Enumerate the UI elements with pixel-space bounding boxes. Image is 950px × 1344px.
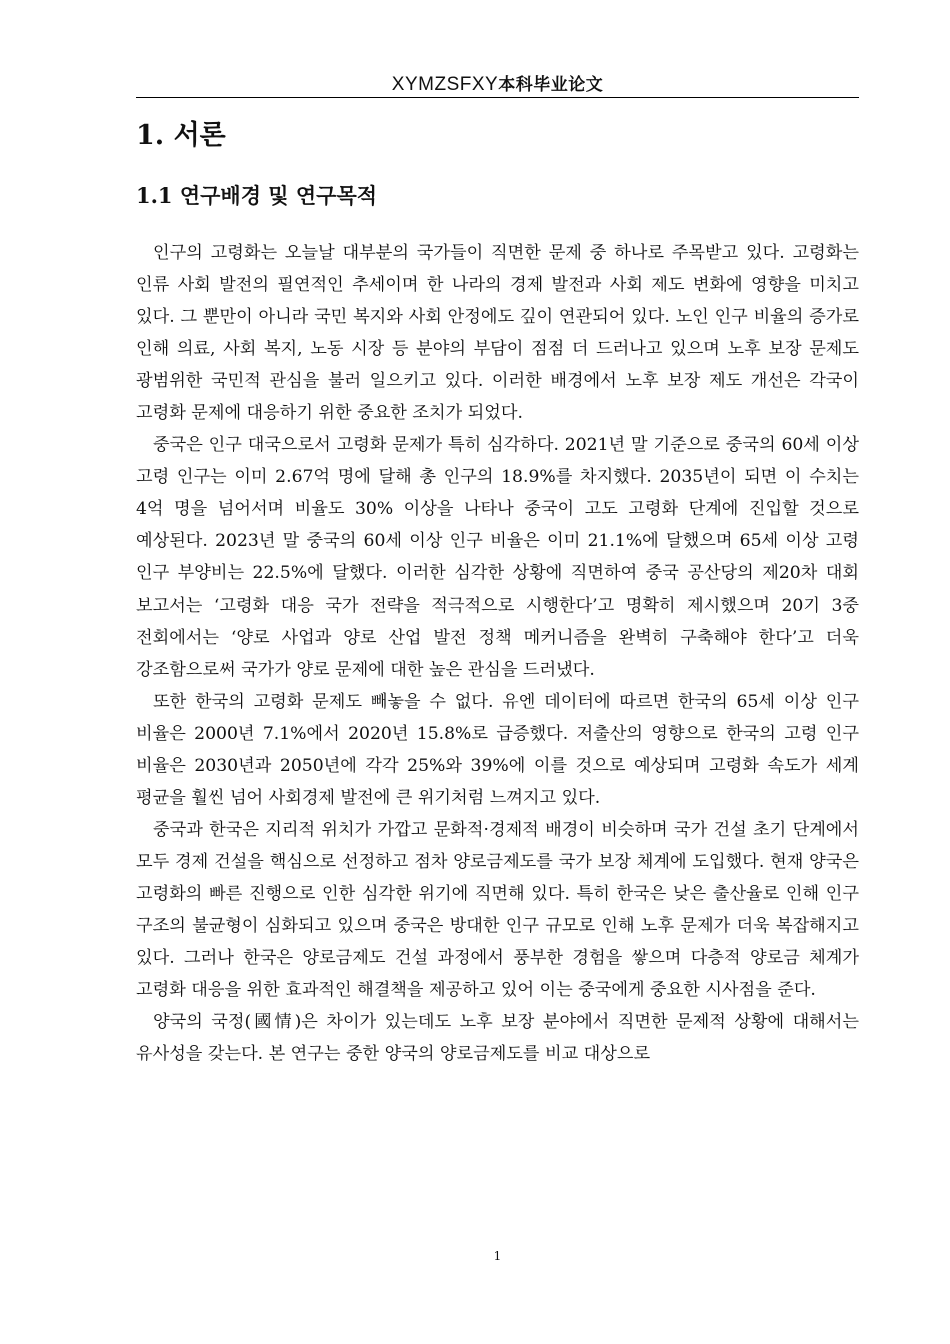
header-divider	[136, 97, 859, 98]
paragraph-1: 인구의 고령화는 오늘날 대부분의 국가들이 직면한 문제 중 하나로 주목받고 있다. 고령화는 인류 사회 발전의 필연적인 추세이며 한 나라의 경제 발전과 사회 제도 변화에 영향을 미치고 있다. 그 뿐만이 아니라 국민 복지와 사회 안정에도 깊이 연관되어 있다. 노인 인구 비율의 증가로 인해 의료, 사회 복지, 노동 시장 등 분야의 부담이 점점 더 드러나고 있으며 노후 보장 문제도 광범위한 국민적 관심을 불러 일으키고 있다. 이러한 배경에서 노후 보장 제도 개선은 각국이 고령화 문제에 대응하기 위한 중요한 조치가 되었다.	[136, 243, 859, 424]
running-header	[136, 72, 859, 97]
paragraph-4: 중국과 한국은 지리적 위치가 가깝고 문화적·경제적 배경이 비슷하며 국가 건설 초기 단계에서 모두 경제 건설을 핵심으로 선정하고 점차 양로금제도를 국가 보장 체계에 도입했다. 현재 양국은 고령화의 빠른 진행으로 인한 심각한 위기에 직면해 있다. 특히 한국은 낮은 출산율로 인해 인구 구조의 불균형이 심화되고 있으며 중국은 방대한 인구 규모로 인해 노후 문제가 더욱 복잡해지고 있다. 그러나 한국은 양로금제도 건설 과정에서 풍부한 경험을 쌓으며 다층적 양로금 체계가 고령화 대응을 위한 효과적인 해결책을 제공하고 있어 이는 중국에게 중요한 시사점을 준다.	[136, 819, 859, 1001]
chapter-title: 1. 서론	[136, 120, 226, 151]
header-code: XYMZSFXY	[391, 74, 499, 95]
paragraph-2: 중국은 인구 대국으로서 고령화 문제가 특히 심각하다. 2021년 말 기준으로 중국의 60세 이상 고령 인구는 이미 2.67억 명에 달해 총 인구의 18.9%를 차지했다. 2035년이 되면 이 수치는 4억 명을 넘어서며 비율도 30% 이상을 나타나 중국이 고도 고령화 단계에 진입할 것으로 예상된다. 2023년 말 중국의 60세 이상 인구 비율은 이미 21.1%에 달했으며 65세 이상 고령 인구 부양비는 22.5%에 달했다. 이러한 심각한 상황에 직면하여 중국 공산당의 제20차 대회 보고서는 ‘고령화 대응 국가 전략을 적극적으로 시행한다’고 명확히 제시했으며 20기 3중 전회에서는 ‘양로 사업과 양로 산업 발전 정책 메커니즘을 완벽히 구축해야 한다’고 더욱 강조함으로써 국가가 양로 문제에 대한 높은 관심을 드러냈다.	[136, 435, 859, 680]
page-number: 1	[493, 1249, 502, 1263]
body-text	[136, 237, 859, 1070]
header-label: 本科毕业论文	[498, 75, 604, 95]
section-title: 1.1 연구배경 및 연구목적	[136, 183, 378, 208]
paragraph-5: 양국의 국정(國情)은 차이가 있는데도 노후 보장 분야에서 직면한 문제적 상황에 대해서는 유사성을 갖는다. 본 연구는 중한 양국의 양로금제도를 비교 대상으로	[136, 1012, 859, 1065]
paragraph-3: 또한 한국의 고령화 문제도 빼놓을 수 없다. 유엔 데이터에 따르면 한국의 65세 이상 인구 비율은 2000년 7.1%에서 2020년 15.8%로 급증했다. 저출산의 영향으로 한국의 고령 인구 비율은 2030년과 2050년에 각각 25%와 39%에 이를 것으로 예상되며 고령화 속도가 세계 평균을 훨씬 넘어 사회경제 발전에 큰 위기처럼 느껴지고 있다.	[136, 691, 859, 808]
